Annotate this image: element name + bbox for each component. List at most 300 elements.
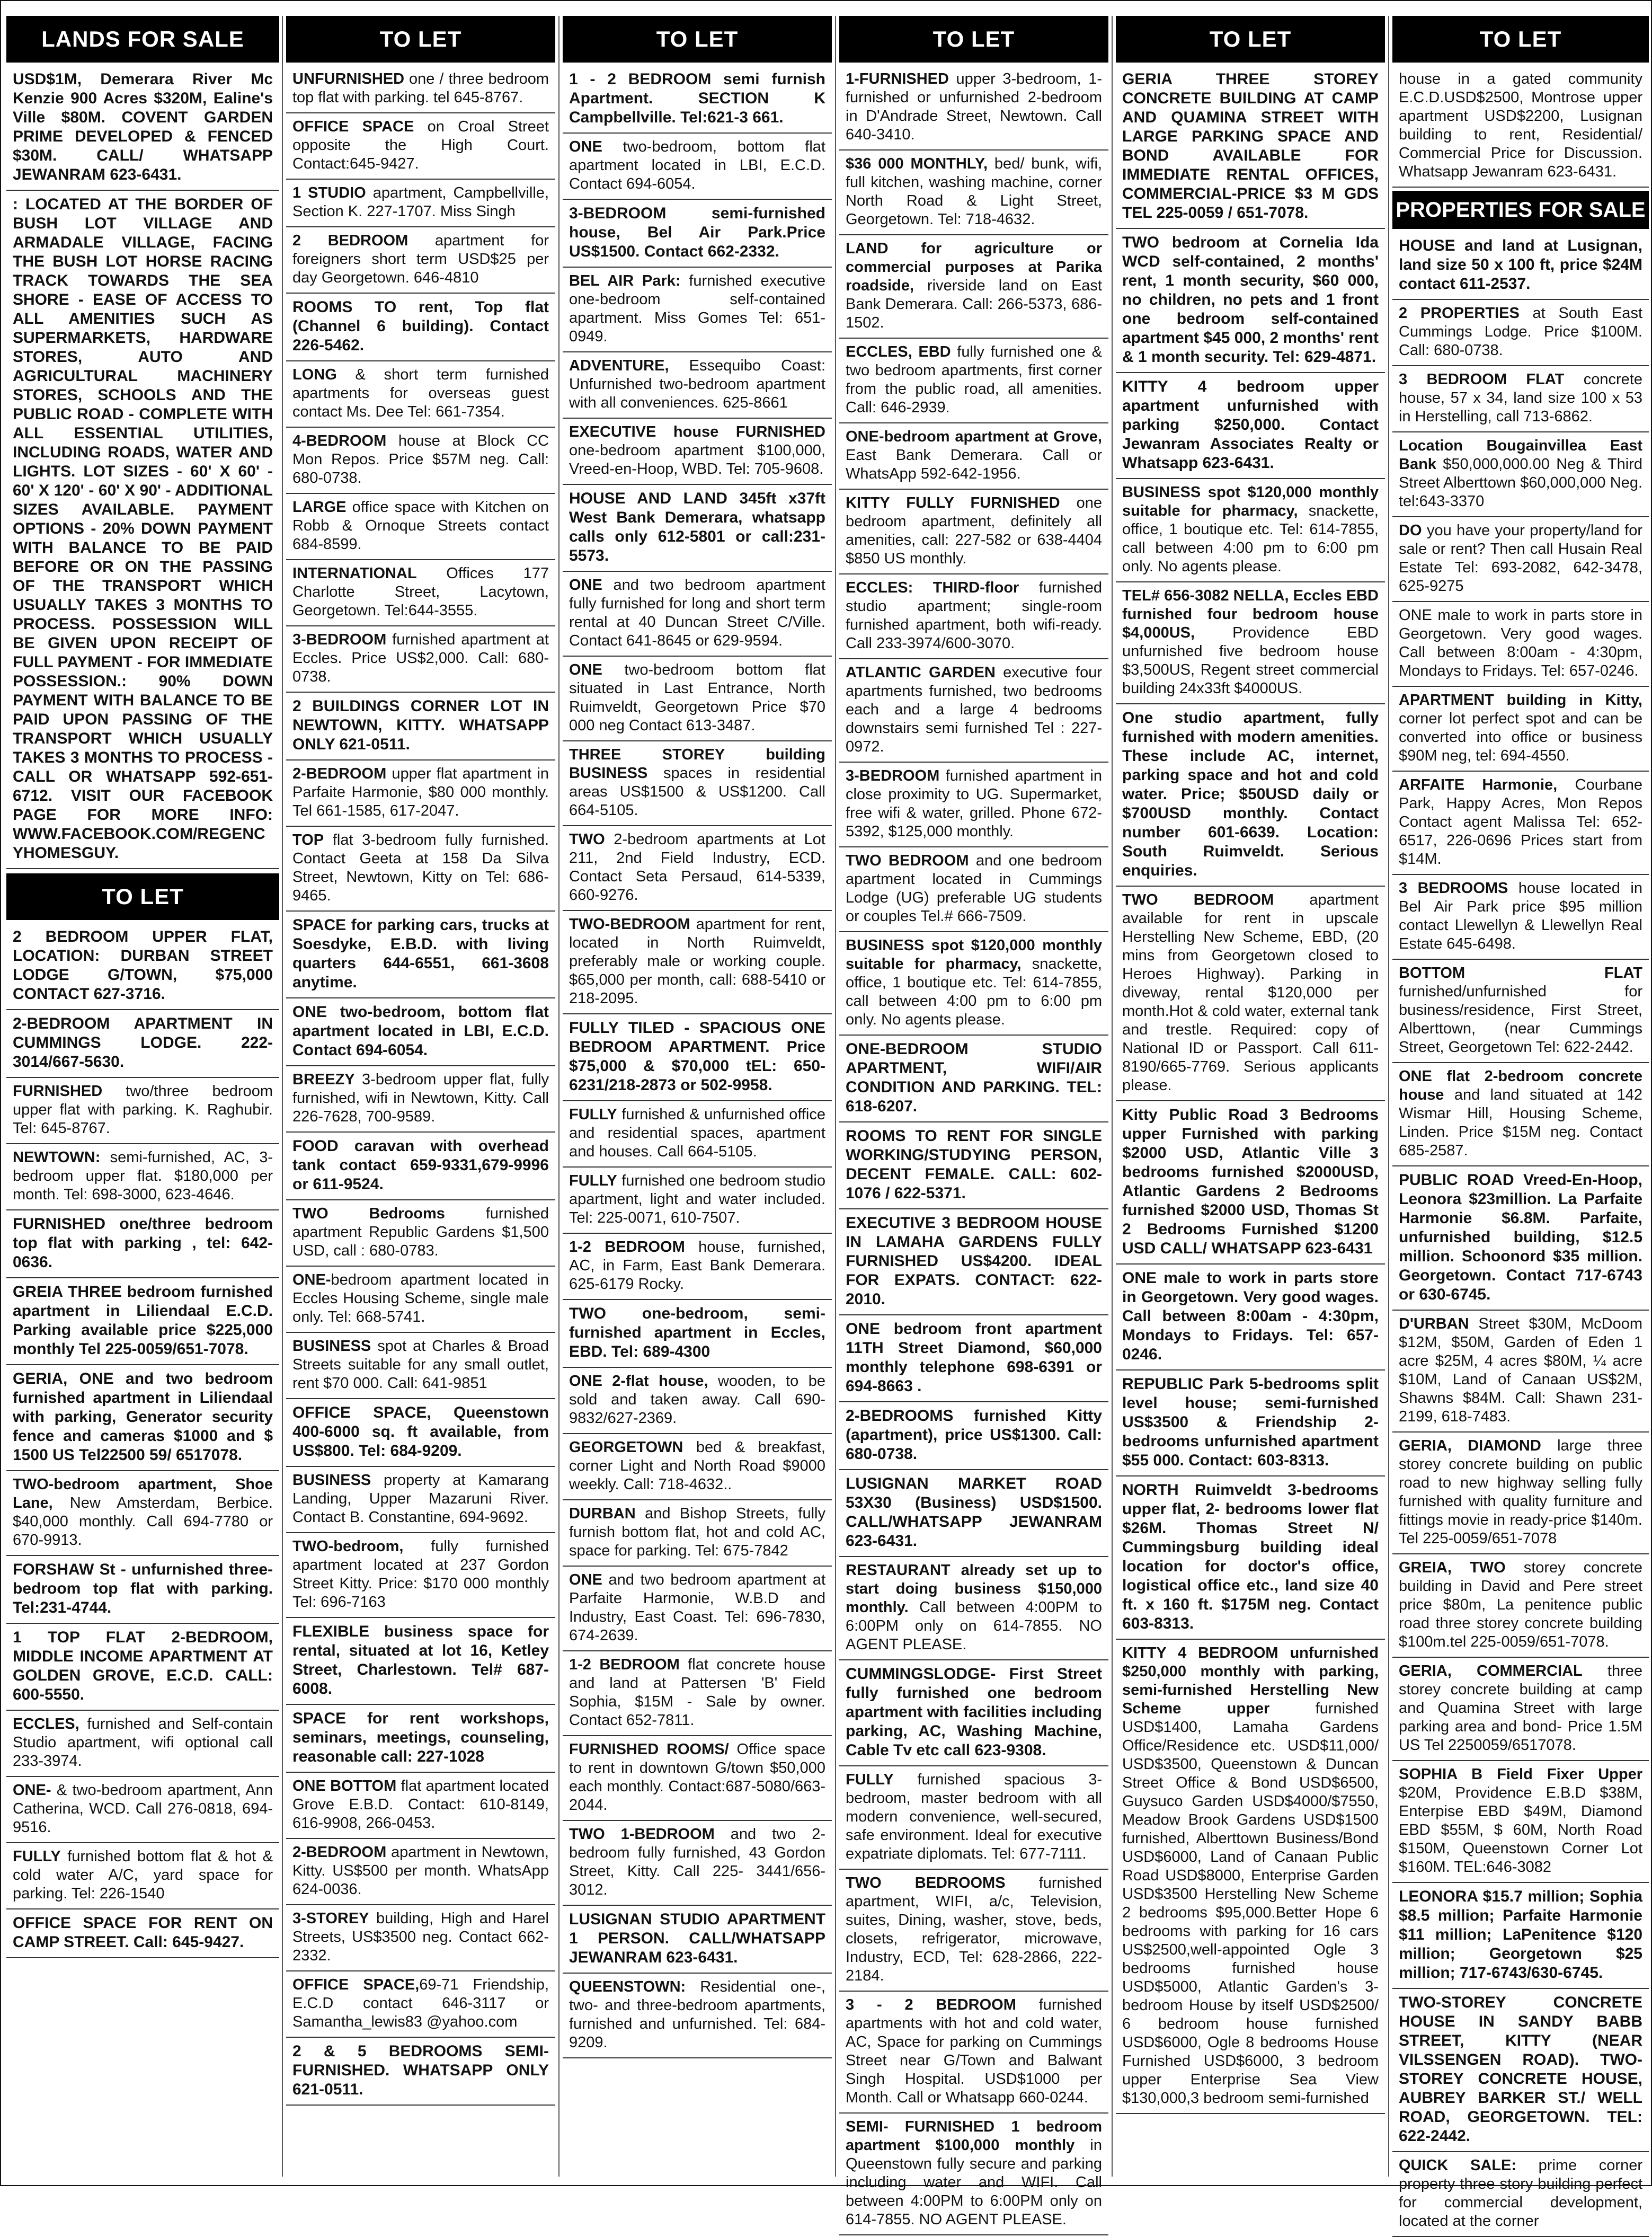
- ad-lead-text: QUEENSTOWN:: [569, 1978, 686, 1995]
- ad-body-text: furnished apartment in close proximity to UG. Supermarket, free wifi & water, grilled. Phone 672-5392, $125,000 monthly.: [846, 767, 1102, 840]
- ad-body-text: apartment available for rent in upscale Herstelling New Scheme, EBD, (20 mins from Georgetown closed to Heroes Highway). Parking in diveway, rental $120,000 per month.Hot & cold water, external tank and trestle. Required: copy of National ID or Passport. Call 611-8190/665-7769. Serious applicants please.: [1122, 891, 1379, 1094]
- ad-lead-text: TWO Bedrooms: [292, 1205, 445, 1222]
- ad-body-text: property at Kamarang Landing, Upper Mazaruni River. Contact B. Constantine, 694-9692.: [292, 1472, 549, 1526]
- classified-ad: [286, 1267, 555, 1333]
- ad-lead-text: LONG: [292, 366, 337, 383]
- ad-body-text: furnished bottom flat & hot & cold water A/C, yard space for parking. Tel: 226-1540: [13, 1848, 273, 1902]
- classified-ad: [286, 294, 555, 361]
- classified-ad: [286, 1333, 555, 1399]
- classified-ad: [563, 1821, 832, 1906]
- classified-ad: [286, 998, 555, 1066]
- classified-ad: [1392, 366, 1649, 432]
- ad-body-text: Street $30M, McDoom $12M, $50M, Garden of Eden 1 acre $25M, 4 acres $80M, ¼ acre $10M, Land of Canaan US$2M, Shawns $84M. Call: Shawn 231-2199, 618-7483.: [1399, 1315, 1642, 1425]
- ad-lead-text: ONE-: [292, 1271, 331, 1288]
- ad-body-text: ONE two-bedroom, bottom flat apartment located in LBI, E.C.D. Contact 694-6054.: [292, 1003, 549, 1059]
- classified-ad: [563, 268, 832, 352]
- ad-body-text: and two 2-bedroom fully furnished, 43 Gordon Street, Kitty. Call 225- 3441/656-3012.: [569, 1826, 825, 1898]
- classified-ad: [839, 1402, 1108, 1470]
- ad-body-text: 3-bedroom upper flat, fully furnished, wifi in Newtown, Kitty. Call 226-7628, 700-9589.: [292, 1071, 549, 1125]
- ad-body-text: and two bedroom apartment at Parfaite Harmonie, W.B.D and Industry, East Coast. Tel: 696-7830, 674-2639.: [569, 1571, 825, 1644]
- ad-body-text: 2 & 5 BEDROOMS SEMI-FURNISHED. WHATSAPP ONLY 621-0511.: [292, 2043, 549, 2098]
- ad-body-text: bed & breakfast, corner Light and North Road $9000 weekly. Call: 718-4632..: [569, 1439, 825, 1493]
- classified-ad: [286, 1705, 555, 1773]
- ad-body-text: apartment for foreigners short term USD$25 per day Georgetown. 646-4810: [292, 232, 549, 286]
- ad-body-text: on Croal Street opposite the High Court. Contact:645-9427.: [292, 118, 549, 172]
- classified-ad: [1116, 66, 1385, 229]
- classified-ad: [6, 1624, 279, 1711]
- classified-ad: [563, 1567, 832, 1651]
- ad-lead-text: FULLY: [569, 1106, 617, 1123]
- ad-body-text: two-bedroom, bottom flat apartment located in LBI, E.C.D. Contact 694-6054.: [569, 138, 825, 192]
- classified-ad: [1392, 772, 1649, 875]
- column-to-let-1: [286, 16, 555, 2177]
- classified-ad: [286, 1618, 555, 1705]
- classified-ad: [286, 1839, 555, 1905]
- classified-ad: [1392, 66, 1649, 188]
- column-lands-for-sale: [6, 16, 279, 2177]
- ad-body-text: ONE bedroom front apartment 11TH Street Diamond, $60,000 monthly telephone 698-6391 or 694-8663 .: [846, 1320, 1102, 1395]
- classified-ad: [563, 419, 832, 485]
- ad-body-text: building, High and Harel Streets, US$3500 neg. Contact 662-2332.: [292, 1910, 549, 1964]
- section-banner: TO LET: [839, 16, 1108, 63]
- column-divider: [835, 16, 836, 2177]
- ad-body-text: SPACE for rent workshops, seminars, meetings, counseling, reasonable call: 227-1028: [292, 1710, 549, 1765]
- classified-ad: [839, 1122, 1108, 1209]
- ad-body-text: apartment in Newtown, Kitty. US$500 per month. WhatsApp 624-0036.: [292, 1844, 549, 1898]
- ad-body-text: PUBLIC ROAD Vreed-En-Hoop, Leonora $23million. La Parfaite Harmonie $6.8M. Parfaite, unfurnished building, $12.5 million. Schoonord $35 million. Georgetown. Contact 717-6743 or 630-6745.: [1399, 1171, 1642, 1303]
- ad-body-text: TWO bedroom at Cornelia Ida WCD self-contained, 2 months' rent, 1 month security, $60 000, no children, no pets and 1 front one bedroom self-contained apartment $45 000, 2 months' rent & 1 month security. Tel: 629-4871.: [1122, 234, 1379, 366]
- section-banner: PROPERTIES FOR SALE: [1392, 191, 1649, 229]
- classified-ad: [563, 66, 832, 134]
- classified-ad: [1392, 1554, 1649, 1658]
- ad-body-text: house, furnished, AC, in Farm, East Bank Demerara. 625-6179 Rocky.: [569, 1239, 825, 1293]
- ad-body-text: $20M, Providence E.B.D $38M, Enterpise EBD $49M, Diamond EBD $55M, $ 60M, North Road $150M, Queenstown Corner Lot $160M. TEL:646-3082: [1399, 1784, 1642, 1876]
- ad-body-text: furnished apartment Republic Gardens $1,500 USD, call : 680-0783.: [292, 1205, 549, 1259]
- ad-lead-text: SOPHIA B Field Fixer Upper: [1399, 1766, 1642, 1783]
- ad-body-text: 3-BEDROOM semi-furnished house, Bel Air Park.Price US$1500. Contact 662-2332.: [569, 205, 825, 260]
- classified-ad: [1116, 1265, 1385, 1371]
- classified-ad: [839, 151, 1108, 235]
- classified-ad: [563, 1906, 832, 1974]
- classified-ad: [6, 1365, 279, 1471]
- ad-body-text: New Amsterdam, Berbice. $40,000 monthly. Call 694-7780 or 670-9913.: [13, 1495, 273, 1549]
- classified-ad: [839, 339, 1108, 423]
- ad-body-text: at South East Cummings Lodge. Price $100M. Call: 680-0738.: [1399, 305, 1642, 359]
- ad-body-text: flat 3-bedroom fully furnished. Contact Geeta at 158 Da Silva Street, Newtown, Kitty on Tel: 686-9465.: [292, 832, 549, 904]
- ad-lead-text: 1-FURNISHED: [846, 70, 949, 87]
- ad-body-text: 2-BEDROOMS furnished Kitty (apartment), price US$1300. Call: 680-0738.: [846, 1407, 1102, 1463]
- ad-body-text: one bedroom apartment, definitely all amenities, call: 227-582 or 638-4404 $850 US monthly.: [846, 494, 1102, 567]
- ad-body-text: GERIA THREE STOREY CONCRETE BUILDING AT CAMP AND QUAMINA STREET WITH LARGE PARKING SPACE AND BOND AVAILABLE FOR IMMEDIATE RENTAL OFFICES, COMMERCIAL-PRICE $3 M GDS TEL 225-0059 / 651-7078.: [1122, 70, 1379, 222]
- ad-lead-text: KITTY 4 BEDROOM unfurnished $250,000 monthly with parking, semi-furnished Herstelling New Scheme upper: [1122, 1644, 1379, 1717]
- ad-body-text: bed/ bunk, wifi, full kitchen, washing machine, corner North Road & Light Street, Georgetown. Tel: 718-4632.: [846, 155, 1102, 228]
- ad-body-text: One studio apartment, fully furnished with modern amenities. These include AC, internet, parking space and hot and cold water. Price; $50USD daily or $700USD monthly. Contact number 601-6639. Location: South Ruimveldt. Serious enquiries.: [1122, 709, 1379, 879]
- classified-ad: [839, 235, 1108, 339]
- ad-body-text: Call between 4:00PM to 6:00PM only on 614-7855. NO AGENT PLEASE.: [846, 1599, 1102, 1653]
- ad-body-text: two/three bedroom upper flat with parking. K. Raghubir. Tel: 645-8767.: [13, 1083, 273, 1137]
- classified-ad: [6, 1278, 279, 1365]
- classified-ad: [1116, 887, 1385, 1101]
- ad-body-text: 1 - 2 BEDROOM semi furnish Apartment. SECTION K Campbellville. Tel:621-3 661.: [569, 70, 825, 126]
- ad-body-text: TWO-STOREY CONCRETE HOUSE IN SANDY BABB STREET, KITTY (NEAR VILSSENGEN ROAD). TWO-STOREY CONCRETE HOUSE, AUBREY BARKER ST./ WELL ROAD, GEORGETOWN. TEL: 622-2442.: [1399, 1994, 1642, 2145]
- classified-ad: [1392, 1883, 1649, 1989]
- ad-body-text: semi-furnished, AC, 3-bedroom upper flat. $180,000 per month. Tel: 698-3000, 623-4646.: [13, 1149, 273, 1203]
- classified-ad: [6, 1471, 279, 1556]
- ad-body-text: spot at Charles & Broad Streets suitable for any small outlet, rent $70 000. Call: 641-9851: [292, 1338, 549, 1392]
- classified-ad: [1116, 1101, 1385, 1265]
- ad-body-text: two-bedroom bottom flat situated in Last Entrance, North Ruimveldt, Georgetown Price $70 000 neg Contact 613-3487.: [569, 661, 825, 734]
- column-to-let-4: [1116, 16, 1385, 2177]
- section-banner: LANDS FOR SALE: [6, 16, 279, 63]
- ad-lead-text: FURNISHED: [13, 1083, 103, 1100]
- column-divider: [1112, 16, 1113, 2177]
- ad-body-text: East Bank Demerara. Call or WhatsApp 592-642-1956.: [846, 447, 1102, 482]
- ad-lead-text: BOTTOM FLAT: [1399, 965, 1642, 982]
- classified-ad: [286, 1066, 555, 1133]
- ad-lead-text: KITTY FULLY FURNISHED: [846, 494, 1060, 511]
- column-divider: [1388, 16, 1389, 2177]
- ad-lead-text: ONE-: [13, 1782, 51, 1799]
- classified-ad: [563, 1500, 832, 1567]
- classified-ad: [563, 1168, 832, 1234]
- classified-ad: [563, 485, 832, 572]
- ad-lead-text: GEORGETOWN: [569, 1439, 683, 1456]
- ad-body-text: FULLY TILED - SPACIOUS ONE BEDROOM APARTMENT. Price $75,000 & $70,000 tEL: 650-6231/218-2873 or 502-9958.: [569, 1019, 825, 1094]
- ad-lead-text: FURNISHED ROOMS/: [569, 1741, 729, 1758]
- ad-lead-text: TWO BEDROOM: [1122, 891, 1274, 908]
- ad-body-text: ONE-BEDROOM STUDIO APARTMENT, WIFI/AIR CONDITION AND PARKING. TEL: 618-6207.: [846, 1040, 1102, 1115]
- ad-body-text: furnished apartment, WIFI, a/c, Television, suites, Dining, washer, stove, beds, closets, refrigerator, microwave, Industry, ECD, Tel: 628-2866, 222-2184.: [846, 1875, 1102, 1984]
- classified-ad: [1392, 960, 1649, 1063]
- ad-lead-text: GREIA, TWO: [1399, 1559, 1506, 1576]
- classified-ad: [6, 1777, 279, 1843]
- ad-body-text: you have your property/land for sale or rent? Then call Husain Real Estate Tel: 693-2082, 642-3478, 625-9275: [1399, 522, 1642, 595]
- ad-lead-text: ONE BOTTOM: [292, 1778, 397, 1794]
- ad-body-text: CUMMINGSLODGE- First Street fully furnished one bedroom apartment with facilities including parking, AC, Washing Machine, Cable Tv etc call 623-9308.: [846, 1665, 1102, 1759]
- classified-ad: [6, 1078, 279, 1144]
- ad-body-text: executive four apartments furnished, two bedrooms each and a large 4 bedrooms downstairs semi furnished Tel : 227-0972.: [846, 664, 1102, 755]
- classified-ad: [1116, 1476, 1385, 1640]
- ad-lead-text: NEWTOWN:: [13, 1149, 101, 1166]
- ad-lead-text: OFFICE SPACE: [292, 118, 414, 135]
- classified-ad: [6, 66, 279, 191]
- ad-lead-text: INTERNATIONAL: [292, 565, 417, 582]
- ad-body-text: LUSIGNAN MARKET ROAD 53X30 (Business) USD$1500. CALL/WHATSAPP JEWANRAM 623-6431.: [846, 1475, 1102, 1550]
- ad-body-text: upper 3-bedroom, 1-furnished or unfurnished 2-bedroom in D'Andrade Street, Newtown. Call 640-3410.: [846, 70, 1102, 143]
- classified-ad: [563, 572, 832, 657]
- ad-body-text: GERIA, ONE and two bedroom furnished apartment in Liliendaal with parking, Generator security fence and cameras $1000 and $ 1500 US Tel22500 59/ 6517078.: [13, 1370, 273, 1464]
- ad-body-text: ROOMS TO rent, Top flat (Channel 6 building). Contact 226-5462.: [292, 298, 549, 354]
- classified-ad: [6, 1843, 279, 1909]
- classified-ad: [286, 66, 555, 113]
- ad-body-text: furnished apartment at Eccles. Price US$2,000. Call: 680-0738.: [292, 631, 549, 685]
- ad-lead-text: FULLY: [846, 1771, 894, 1788]
- classified-ad: [839, 1209, 1108, 1315]
- ad-lead-text: TWO-BEDROOM: [569, 916, 690, 933]
- ad-body-text: HOUSE AND LAND 345ft x37ft West Bank Demerara, whatsapp calls only 612-5801 or call:231-5573.: [569, 490, 825, 564]
- classified-ad: [286, 827, 555, 912]
- ad-body-text: furnished & unfurnished office and residential spaces, apartment and houses. Call 664-5105.: [569, 1106, 825, 1160]
- ad-body-text: prime corner property three story building perfect for commercial development, located at the corner: [1399, 2157, 1643, 2230]
- ad-body-text: 2 BUILDINGS CORNER LOT IN NEWTOWN, KITTY. WHATSAPP ONLY 621-0511.: [292, 697, 549, 753]
- classified-ad: [286, 227, 555, 294]
- ad-body-text: fully furnished apartment located at 237 Gordon Street Kitty. Price: $170 000 monthly Tel: 696-7163: [292, 1538, 549, 1611]
- ad-body-text: ROOMS TO RENT FOR SINGLE WORKING/STUDYING PERSON, DECENT FEMALE. CALL: 602-1076 / 622-5371.: [846, 1127, 1102, 1202]
- classified-ad: [286, 1467, 555, 1533]
- classified-ad: [1116, 229, 1385, 373]
- classified-ad: [6, 923, 279, 1010]
- ad-lead-text: 2-BEDROOM: [292, 1844, 387, 1861]
- ad-body-text: FORSHAW St - unfurnished three-bedroom top flat with parking. Tel:231-4744.: [13, 1561, 273, 1616]
- ad-lead-text: TEL# 656-3082 NELLA, Eccles EBD furnished four bedroom house $4,000US,: [1122, 587, 1379, 641]
- classified-ad: [286, 428, 555, 494]
- classified-ad: [839, 932, 1108, 1036]
- ad-lead-text: QUICK SALE:: [1399, 2157, 1517, 2174]
- ad-lead-text: OFFICE SPACE,: [292, 1976, 420, 1993]
- classified-ad: [286, 1399, 555, 1467]
- ad-body-text: furnished USD$1400, Lamaha Gardens Office/Residence etc. USD$11,000/ USD$3500, Queenstown & Duncan Street Office & Bond USD$6500, Guysuco Garden USD$4000/$7550, Meadow Brook Gardens USD$1500 furnished, Alberttown Business/Bond USD$6000, Land of Canaan Public Road USD$8000, Enterprise Garden USD$3500 Herstelling New Scheme 2 bedrooms $95,000.Better Hope 6 bedrooms with parking for 16 cars US$2500,well-appointed Ogle 3 bedrooms furnished house USD$5000, Atlantic Garden's 3-bedroom House by itself USD$2500/ 6 bedroom house furnished USD$6000, Ogle 8 bedrooms House Furnished USD$6000, 3 bedroom upper Enterprise Sea View $130,000,3 bedroom semi-furnished: [1122, 1700, 1379, 2107]
- ad-lead-text: ECCLES, EBD: [846, 343, 951, 360]
- classified-ad: [563, 352, 832, 419]
- ad-lead-text: TWO BEDROOMS: [846, 1875, 1006, 1891]
- classified-ad: [839, 847, 1108, 932]
- ad-body-text: LUSIGNAN STUDIO APARTMENT 1 PERSON. CALL/WHATSAPP JEWANRAM 623-6431.: [569, 1911, 825, 1966]
- ad-lead-text: THREE STOREY building BUSINESS: [569, 746, 825, 782]
- ad-body-text: house at Block CC Mon Repos. Price $57M neg. Call: 680-0738.: [292, 432, 549, 487]
- ad-body-text: storey concrete building in David and Pere street price $80m, La penitence public road three storey concrete building $100m.tel 225-0059/651-7078.: [1399, 1559, 1642, 1650]
- classified-ad: [839, 2114, 1108, 2235]
- ad-lead-text: BREEZY: [292, 1071, 355, 1088]
- ad-body-text: HOUSE and land at Lusignan, land size 50 x 100 ft, price $24M contact 611-2537.: [1399, 237, 1642, 293]
- ad-lead-text: 4-BEDROOM: [292, 432, 387, 449]
- classified-ad: [563, 1368, 832, 1434]
- ad-body-text: KITTY 4 bedroom upper apartment unfurnished with parking $250,000. Contact Jewanram Associates Realty or Whatsapp 623-6431.: [1122, 378, 1379, 472]
- classified-ad: [563, 1300, 832, 1368]
- classified-ad: [839, 423, 1108, 490]
- ad-lead-text: TWO 1-BEDROOM: [569, 1826, 715, 1843]
- classified-ad: [563, 741, 832, 826]
- classified-ad: [563, 1101, 832, 1168]
- ad-lead-text: ONE: [569, 661, 602, 678]
- classified-ad: [286, 1533, 555, 1618]
- classified-ad: [1392, 232, 1649, 300]
- ad-body-text: spaces in residential areas US$1500 & US$1200. Call 664-5105.: [569, 765, 825, 819]
- classified-ad: [839, 66, 1108, 151]
- classified-ad: [1392, 1166, 1649, 1311]
- ad-body-text: Residential one-, two- and three-bedroom apartments, furnished and unfurnished. Tel: 684-9209.: [569, 1978, 825, 2051]
- ad-body-text: furnished executive one-bedroom self-contained apartment. Miss Gomes Tel: 651-0949.: [569, 272, 825, 345]
- section-banner: TO LET: [286, 16, 555, 63]
- section-banner: TO LET: [563, 16, 832, 63]
- classified-ad: [6, 1556, 279, 1624]
- ad-lead-text: GERIA, COMMERCIAL: [1399, 1663, 1583, 1679]
- ad-lead-text: ONE-bedroom apartment at Grove,: [846, 428, 1102, 445]
- classified-ad: [1392, 1658, 1649, 1761]
- ad-lead-text: FULLY: [569, 1172, 617, 1189]
- ad-body-text: corner lot perfect spot and can be converted into office or business $90M neg, tel: 694-4550.: [1399, 710, 1642, 764]
- ad-body-text: one / three bedroom top flat with parking. tel 645-8767.: [292, 70, 549, 106]
- ad-body-text: Courbane Park, Happy Acres, Mon Repos Contact agent Malissa Tel: 652-6517, 226-0696 Prices start from $14M.: [1399, 776, 1642, 868]
- ad-body-text: apartment, Campbellville, Section K. 227-1707. Miss Singh: [292, 184, 549, 220]
- ad-body-text: 2-BEDROOM APARTMENT IN CUMMINGS LODGE. 222-3014/667-5630.: [13, 1015, 273, 1071]
- ad-body-text: riverside land on East Bank Demerara. Call: 266-5373, 686-1502.: [846, 277, 1102, 331]
- ad-body-text: EXECUTIVE 3 BEDROOM HOUSE IN LAMAHA GARDENS FULLY FURNISHED US$4200. IDEAL FOR EXPATS. CONTACT: 622-2010.: [846, 1214, 1102, 1308]
- ad-lead-text: BUSINESS: [292, 1472, 371, 1489]
- ad-lead-text: D'URBAN: [1399, 1315, 1469, 1332]
- ad-lead-text: APARTMENT building in Kitty,: [1399, 692, 1642, 709]
- classified-ad: [1392, 875, 1649, 960]
- ad-body-text: and two bedroom apartment fully furnished for long and short term rental at 40 Duncan Street C/Ville. Contact 641-8645 or 629-9594.: [569, 577, 825, 649]
- classified-ad: [839, 574, 1108, 659]
- ad-body-text: Essequibo Coast: Unfurnished two-bedroom apartment with all conveniences. 625-8661: [569, 357, 825, 411]
- classified-ad: [6, 1711, 279, 1777]
- classified-ad: [1392, 1761, 1649, 1883]
- classified-ad: [6, 1144, 279, 1210]
- ad-lead-text: ONE flat 2-bedroom concrete house: [1399, 1068, 1642, 1103]
- ad-lead-text: 2 BEDROOM: [292, 232, 408, 249]
- classified-ad: [1392, 432, 1649, 517]
- ad-lead-text: ONE 2-flat house,: [569, 1373, 708, 1390]
- ad-lead-text: RESTAURANT already set up to start doing business $150,000 monthly.: [846, 1562, 1102, 1616]
- ad-lead-text: ATLANTIC GARDEN: [846, 664, 996, 681]
- ad-lead-text: 3 - 2 BEDROOM: [846, 1996, 1016, 2013]
- classified-ad: [1392, 687, 1649, 772]
- ad-lead-text: UNFURNISHED: [292, 70, 405, 87]
- ad-body-text: and land situated at 142 Wismar Hill, Housing Scheme, Linden. Price $15M neg. Contact 685-2587.: [1399, 1086, 1642, 1159]
- ad-body-text: furnished spacious 3-bedroom, master bedroom with all modern convenience, well-secured, safe environment. Ideal for executive expatriate diplomats. Tel: 677-7111.: [846, 1771, 1102, 1862]
- classified-ad: [839, 1315, 1108, 1402]
- ad-body-text: three storey concrete building at camp and Quamina Street with large parking area and bond- Price 1.5M US Tel 2250059/6517078.: [1399, 1663, 1642, 1754]
- ad-body-text: one-bedroom apartment $100,000, Vreed-en-Hoop, WBD. Tel: 705-9608.: [569, 442, 825, 478]
- classified-ad: [1392, 1063, 1649, 1166]
- ad-body-text: Offices 177 Charlotte Street, Lacytown, Georgetown. Tel:644-3555.: [292, 565, 549, 619]
- classified-ad: [839, 490, 1108, 574]
- column-divider: [282, 16, 283, 2177]
- ad-body-text: bedroom apartment located in Eccles Housing Scheme, single male only. Tel: 668-5741.: [292, 1271, 549, 1325]
- ad-body-text: 2 BEDROOM UPPER FLAT, LOCATION: DURBAN STREET LODGE G/TOWN, $75,000 CONTACT 627-3716.: [13, 928, 273, 1003]
- section-banner: TO LET: [1392, 16, 1649, 63]
- ad-body-text: 1 TOP FLAT 2-BEDROOM, MIDDLE INCOME APARTMENT AT GOLDEN GROVE, E.C.D. CALL: 600-5550.: [13, 1629, 273, 1703]
- classified-ad: [1116, 704, 1385, 887]
- classified-ad: [286, 1971, 555, 2038]
- ad-lead-text: BUSINESS spot $120,000 monthly suitable for pharmacy,: [1122, 484, 1379, 519]
- ad-body-text: furnished and Self-contain Studio apartment, wifi optional call 233-3974.: [13, 1716, 273, 1770]
- ad-body-text: : LOCATED AT THE BORDER OF BUSH LOT VILLAGE AND ARMADALE VILLAGE, FACING THE BUSH LOT HORSE RACING TRACK TOWARDS THE SEA SHORE - EASE OF ACCESS TO ALL AMENITIES SUCH AS SUPERMARKETS, HARDWARE STORES, AUTO AND AGRICULTURAL MACHINERY STORES, SCHOOLS AND THE PUBLIC ROAD - COMPLETE WITH ALL ESSENTIAL UTILITIES, INCLUDING ROADS, WATER AND LIGHTS. LOT SIZES - 60' X 60' - 60' X 120' - 60' X 90' - ADDITIONAL SIZES AVAILABLE. PAYMENT OPTIONS - 20% DOWN PAYMENT WITH BALANCE TO BE PAID BEFORE OR ON THE PASSING OF THE TRANSPORT WHICH USUALLY TAKES 3 MONTHS TO PROCESS. POSSESSION WILL BE GIVEN UPON RECEIPT OF FULL PAYMENT - FOR IMMEDIATE POSSESSION.: 90% DOWN PAYMENT WITH BALANCE TO BE PAID UPON PASSING OF THE TRANSPORT WHICH USUALLY TAKES 3 MONTHS TO PROCESS - CALL OR WHATSAPP 592-651-6712. VISIT OUR FACEBOOK PAGE FOR MORE INFO: WWW.FACEBOOK.COM/REGENCYHOMESGUY.: [13, 196, 273, 862]
- classified-ad: [839, 763, 1108, 847]
- classified-ad: [563, 1736, 832, 1821]
- classified-ad: [1392, 1311, 1649, 1433]
- ad-lead-text: Location Bougainvillea East Bank: [1399, 437, 1642, 473]
- ad-body-text: furnished apartments with hot and cold water, AC, Space for parking on Cummings Street near G/Town and Balwant Singh Hospital. USD$1000 per Month. Call or Whatsapp 660-0244.: [846, 1996, 1103, 2106]
- ad-body-text: NORTH Ruimveldt 3-bedrooms upper flat, 2- bedrooms lower flat $26M. Thomas Street N/ Cummingsburg building ideal location for doctor's office, logistical office etc., land size 40 ft. x 160 ft. $175M neg. Contact 603-8313.: [1122, 1481, 1379, 1632]
- ad-lead-text: TWO-bedroom apartment, Shoe Lane,: [13, 1476, 273, 1511]
- classified-ad: [286, 560, 555, 626]
- classified-ad: [1392, 602, 1649, 687]
- classified-ad: [1392, 1989, 1649, 2152]
- ad-body-text: furnished/unfurnished for business/residence, First Street, Alberttown, (near Cummings Street, Georgetown Tel: 622-2442.: [1399, 983, 1642, 1056]
- classified-ad: [1116, 1371, 1385, 1476]
- ad-lead-text: DO: [1399, 522, 1422, 539]
- ad-lead-text: DURBAN: [569, 1505, 636, 1522]
- ad-lead-text: 3-BEDROOM: [846, 767, 940, 784]
- ad-body-text: house located in Bel Air Park price $95 million contact Llewellyn & Llewellyn Real Estate 645-6498.: [1399, 880, 1642, 952]
- ad-body-text: USD$1M, Demerara River Mc Kenzie 900 Acres $320M, Ealine's Ville $80M. COVENT GARDEN PRIME DEVELOPED & FENCED $30M. CALL/ WHATSAPP JEWANRAM 623-6431.: [13, 70, 273, 183]
- ad-lead-text: 1 STUDIO: [292, 184, 366, 201]
- classified-ad: [286, 626, 555, 693]
- ad-lead-text: 1-2 BEDROOM: [569, 1656, 680, 1673]
- ad-lead-text: TWO: [569, 831, 605, 848]
- classified-ad: [6, 1909, 279, 1958]
- classified-ad: [6, 191, 279, 869]
- column-to-let-2: [563, 16, 832, 2177]
- classified-ad: [286, 494, 555, 560]
- classified-ad: [286, 113, 555, 180]
- ad-body-text: Office space to rent in downtown G/town $50,000 each monthly. Contact:687-5080/663-2044.: [569, 1741, 825, 1814]
- ad-body-text: snackette, office, 1 boutique etc. Tel: 614-7855, call between 4:00 pm to 6:00 pm only. No agents please.: [1122, 502, 1379, 575]
- classified-ad: [1392, 300, 1649, 366]
- ad-lead-text: EXECUTIVE house FURNISHED: [569, 423, 825, 440]
- classified-ad: [563, 1651, 832, 1736]
- classified-ad: [286, 361, 555, 428]
- ad-body-text: furnished studio apartment; single-room furnished apartment, both wifi-ready. Call 233-3974/600-3070.: [846, 579, 1103, 652]
- ad-body-text: concrete house, 57 x 34, land size 100 x 53 in Herstelling, call 713-6862.: [1399, 371, 1642, 425]
- classified-ad: [286, 1200, 555, 1267]
- classified-ad: [286, 2038, 555, 2106]
- ad-lead-text: ONE: [569, 1571, 602, 1588]
- ad-body-text: and one bedroom apartment located in Cummings Lodge (UG) preferable UG students or couples Tel.# 666-7509.: [846, 852, 1102, 925]
- ad-lead-text: FULLY: [13, 1848, 61, 1865]
- classified-ad: [286, 1773, 555, 1839]
- ad-body-text: apartment for rent, located in North Ruimveldt, preferably male or working couple. $65,000 per month, call: 688-5410 or 218-2095.: [569, 916, 825, 1007]
- column-divider: [558, 16, 559, 2177]
- ad-body-text: REPUBLIC Park 5-bedrooms split level house; semi-furnished US$3500 & Friendship 2-bedrooms unfurnished apartment $55 000. Contact: 603-8313.: [1122, 1375, 1379, 1469]
- ad-lead-text: 3-STOREY: [292, 1910, 369, 1927]
- ad-lead-text: SEMI- FURNISHED 1 bedroom apartment $100,000 monthly: [846, 2118, 1102, 2154]
- ad-body-text: wooden, to be sold and taken away. Call 690-9832/627-2369.: [569, 1373, 825, 1427]
- ad-lead-text: 3 BEDROOM FLAT: [1399, 371, 1565, 388]
- ad-body-text: LEONORA $15.7 million; Sophia $8.5 million; Parfaite Harmonie $11 million; LaPenitence $120 million; Georgetown $25 million; 717-6743/630-6745.: [1399, 1888, 1642, 1982]
- ad-body-text: OFFICE SPACE, Queenstown 400-6000 sq. ft available, from US$800. Tel: 684-9209.: [292, 1404, 549, 1460]
- classified-ad: [563, 134, 832, 200]
- classified-ad: [286, 1905, 555, 1971]
- classified-ad: [286, 180, 555, 227]
- ad-lead-text: LARGE: [292, 499, 347, 516]
- classified-ad: [563, 200, 832, 268]
- ad-lead-text: GERIA, DIAMOND: [1399, 1437, 1541, 1454]
- classified-ad: [286, 912, 555, 998]
- classified-ad: [839, 1036, 1108, 1122]
- ad-body-text: $50,000,000.00 Neg & Third Street Alberttown $60,000,000 Neg. tel:643-3370: [1399, 456, 1642, 510]
- classified-ad: [6, 1210, 279, 1278]
- classified-ad: [1116, 373, 1385, 479]
- classified-ad: [286, 693, 555, 761]
- ad-body-text: and Bishop Streets, fully furnish bottom flat, hot and cold AC, space for parking. Tel: 675-7842: [569, 1505, 825, 1559]
- ad-lead-text: 1-2 BEDROOM: [569, 1239, 685, 1255]
- ad-body-text: 69-71 Friendship, E.C.D contact 646-3117 or Samantha_lewis83 @yahoo.com: [292, 1976, 549, 2030]
- ad-body-text: TWO one-bedroom, semi-furnished apartment in Eccles, EBD. Tel: 689-4300: [569, 1305, 825, 1360]
- ad-body-text: furnished one bedroom studio apartment, light and water included. Tel: 225-0071, 610-7507.: [569, 1172, 825, 1226]
- ad-lead-text: BUSINESS: [292, 1338, 371, 1355]
- ad-lead-text: TOP: [292, 832, 324, 848]
- classified-ad: [1392, 2152, 1649, 2237]
- ad-lead-text: $36 000 MONTHLY,: [846, 155, 988, 172]
- classified-ad: [839, 659, 1108, 763]
- ad-lead-text: ECCLES: THIRD-floor: [846, 579, 1019, 596]
- ad-body-text: fully furnished one & two bedroom apartments, first corner from the public road, all amenities. Call: 646-2939.: [846, 343, 1102, 416]
- ad-body-text: Providence EBD unfurnished five bedroom house $3,500US, Regent street commercial building 24x33ft $4000US.: [1122, 624, 1379, 697]
- ad-lead-text: BUSINESS spot $120,000 monthly suitable for pharmacy,: [846, 937, 1102, 972]
- ad-body-text: 2-bedroom apartments at Lot 211, 2nd Field Industry, ECD. Contact Seta Persaud, 614-5339, 660-9276.: [569, 831, 825, 904]
